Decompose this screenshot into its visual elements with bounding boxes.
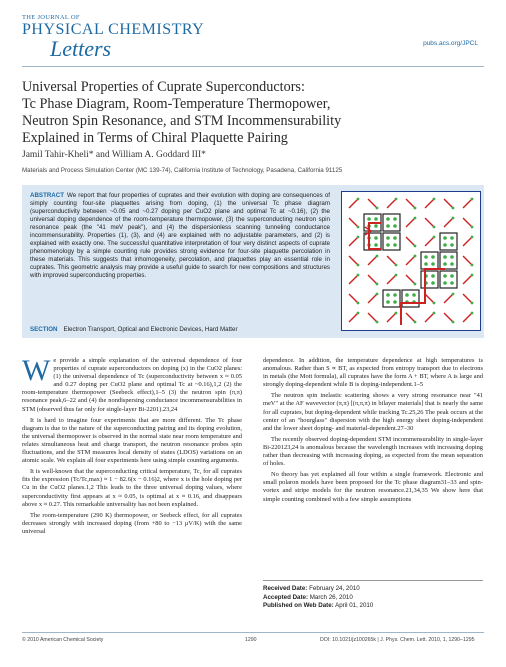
plaquette-site — [443, 281, 447, 285]
plaquette-site — [443, 255, 447, 259]
affiliation: Materials and Process Simulation Center (MC 139-74), California Institute of Technology, Pasadena, California 91125 — [22, 167, 343, 174]
spin-head — [357, 312, 360, 315]
published-label: Published on Web Date: — [263, 602, 334, 609]
plaquette-site — [431, 281, 435, 285]
spin-head — [433, 226, 436, 229]
plaquette-site — [450, 255, 454, 259]
body-paragraph: dependence. In addition, the temperature dependence at high temperatures is anomalous. Rather than S ∝ BT, as expected from entropy transport due to electrons in metals (the Mott formula), all cuprates have the form A + BT, where A is large and strongly doping-dependent while B is doping-independent.1–5 — [263, 357, 483, 389]
body-paragraph: It is well-known that the superconducting critical temperature, Tc, for all cuprates fits the expression (Tc/Tc,max) ≈ 1 − 82.6(x − 0.16)2, where x is the hole doping per Cu in the CuO2 planes.1,2 This leads to the three universal doping values, where superconductivity first appears at x ≈ 0.05, is optimal at x ≈ 0.16, and disappears above x ≈ 0.27. This remarkable universality has not been explained. — [22, 468, 242, 508]
spin-head — [395, 198, 398, 201]
journal-url-link[interactable]: pubs.acs.org/JPCL — [423, 40, 478, 47]
spin-head — [433, 236, 436, 239]
plaquette-site — [386, 224, 390, 228]
journal-letters: Letters — [50, 36, 112, 61]
received-date: February 24, 2010 — [309, 585, 360, 592]
spin-head — [433, 312, 436, 315]
plaquette-site — [431, 274, 435, 278]
body-paragraph: We provide a simple explanation of the universal dependence of four properties of cuprate superconductors on doping (x) in the CuO2 planes: (1) the universal dependence of Tc (superconductivity between x ≈ 0.05 and 0.27 doping per CuO2 plane and optimal Tc at ~0.16),1,2 (2) the room-temperature thermopower (Seebeck effect),1–5 (3) the neutron spin (π,π) resonance peak,6–22 and (4) the nondispersing conductance incommensurabilities in STM (observed thus far only for single-layer Bi-2201).23,24 — [22, 354, 242, 413]
plaquette-site — [386, 300, 390, 304]
spin-head — [395, 274, 398, 277]
plaquette-site — [393, 217, 397, 221]
spin-head — [471, 264, 474, 267]
dropcap-letter: W — [22, 354, 51, 387]
spin-head — [414, 217, 417, 220]
plaquette-site — [374, 224, 378, 228]
spin-head — [433, 302, 436, 305]
body-column-right — [263, 357, 483, 507]
plaquette-site — [374, 217, 378, 221]
toc-plaquette-figure — [341, 191, 481, 331]
spin-head — [471, 312, 474, 315]
plaquette-site — [443, 236, 447, 240]
spin-head — [357, 302, 360, 305]
plaquette-site — [393, 293, 397, 297]
spin-head — [357, 274, 360, 277]
plaquette-site — [450, 274, 454, 278]
spin-head — [471, 226, 474, 229]
footer-divider — [22, 632, 484, 633]
authors: Jamil Tahir-Kheli* and William A. Goddard III* — [22, 150, 206, 160]
spin-head — [357, 198, 360, 201]
received-label: Received Date: — [263, 585, 308, 592]
article-title — [22, 79, 484, 147]
plaquette-site — [374, 236, 378, 240]
journal-the-journal-of: THE JOURNAL OF — [22, 14, 80, 21]
plaquette-site — [443, 243, 447, 247]
spin-head — [357, 236, 360, 239]
body-paragraph: It is hard to imagine four experiments that are more different. The Tc phase diagram is due to the nature of the superconducting pairing and its doping evolution, the universal thermopower is observed in the normal state near room temperature and relates simultaneous heat and charge transport, the neutron resonance probes spin fluctuations, and the STM measures local density of states (LDOS) variations on an atomic scale. We explain all four experiments here using simple counting arguments. — [22, 416, 242, 465]
plaquette-site — [393, 243, 397, 247]
doi-link[interactable]: DOI: 10.1021/jz100265k | J. Phys. Chem. Lett. 2010, 1, 1290–1295 — [320, 637, 475, 643]
plaquette-site — [424, 255, 428, 259]
spin-head — [452, 293, 455, 296]
spin-head — [357, 264, 360, 267]
plaquette-site — [450, 281, 454, 285]
spin-head — [452, 321, 455, 324]
plaquette-site — [424, 262, 428, 266]
body-paragraph: No theory has yet explained all four within a single framework. Electronic and small polaron models have been proposed for the Tc phase diagram31–33 and spin-vortex and stripe models for the neutron resonance.21,34,35 We show here that simple counting combined with a few simple assumptions — [263, 471, 483, 503]
section-label: SECTION — [30, 326, 58, 333]
title-line-3: Neutron Spin Resonance, and STM Incommensurability — [22, 113, 342, 129]
published-date: April 01, 2010 — [335, 602, 374, 609]
body-paragraph: The recently observed doping-dependent STM incommensurability in single-layer Bi-220123,24 is anomalous because the wavelength increases with increasing doping rather than decreasing with increasing doping, as expected from the mean separation of holes. — [263, 435, 483, 468]
plaquette-site — [405, 293, 409, 297]
journal-name: PHYSICAL CHEMISTRY — [22, 21, 205, 38]
plaquette-site — [412, 293, 416, 297]
plaquette-site — [367, 217, 371, 221]
spin-head — [414, 245, 417, 248]
spin-head — [376, 255, 379, 258]
spin-head — [376, 207, 379, 210]
plaquette-site — [393, 300, 397, 304]
spin-head — [395, 312, 398, 315]
abstract-label: ABSTRACT — [30, 192, 65, 199]
plaquette-site — [386, 236, 390, 240]
plaquette-site — [450, 262, 454, 266]
plaquette-site — [393, 224, 397, 228]
spin-head — [414, 207, 417, 210]
plaquette-site — [443, 274, 447, 278]
spin-head — [414, 255, 417, 258]
title-line-4: Explained in Terms of Chiral Plaquette Pairing — [22, 130, 288, 146]
body-paragraph: The neutron spin inelastic scattering shows a very strong resonance near "41 meV" at the AF wavevector (π,π) [(π,π,π) in bilayer materials] that is nearly the same for all cuprates, but doping-dependent while tracking Tc.25,26 The peak occurs at the center of an "hourglass" dispersion with the high energy sheet doping-independent and the lower sheet doping- and material-dependent.27–30 — [263, 392, 483, 432]
title-line-1: Universal Properties of Cuprate Superconductors: — [22, 79, 305, 95]
spin-head — [395, 264, 398, 267]
plaquette-site — [386, 293, 390, 297]
header-divider — [22, 66, 484, 67]
spin-head — [452, 207, 455, 210]
plaquette-site — [374, 243, 378, 247]
spin-head — [376, 321, 379, 324]
spin-head — [471, 198, 474, 201]
plaquette-site — [450, 243, 454, 247]
spin-head — [414, 283, 417, 286]
section-line — [30, 326, 238, 333]
section-text: Electron Transport, Optical and Electronic Devices, Hard Matter — [63, 326, 238, 333]
accepted-label: Accepted Date: — [263, 593, 309, 601]
plaquette-site — [431, 255, 435, 259]
publication-dates — [263, 585, 483, 611]
accepted-date: March 26, 2010 — [309, 593, 353, 601]
abstract-body: We report that four properties of cuprates and their evolution with doping are consequences of simply counting four-site plaquettes arising from doping, (1) the universal Tc phase diagram (superconductivity between ~0.05 and ~0.27 doping per CuO2 plane and optimal Tc at ~0.16), (2) the universal doping dependence of the room-temperature thermopower, (3) the superconducting neutron spin resonance peak (the "41 meV peak"), and (4) the dispersionless scanning tunneling conductance incommensurability. Properties (1), (3), and (4) are explained with no adjustable parameters, and (2) is explained with exactly one. The successful quantitative interpretation of four very distinct aspects of cuprate phenomenology by a simple counting rule provides strong evidence for four-site plaquette percolation in these materials. This suggests that inhomogeneity, percolation, and plaquettes play an essential role in cuprates. This geometric analysis may provide a useful guide to search for new compositions and structures with improved superconducting properties. — [30, 192, 330, 280]
spin-head — [433, 198, 436, 201]
spin-head — [376, 283, 379, 286]
body-paragraph: The room-temperature (290 K) thermopower, or Seebeck effect, for all cuprates decreases strongly with increased doping (from +80 to −13 μV/K) with the same universal — [22, 511, 242, 535]
plaquette-site — [386, 217, 390, 221]
spin-head — [471, 236, 474, 239]
spin-head — [471, 274, 474, 277]
abstract — [30, 192, 330, 281]
body-column-left — [22, 354, 242, 539]
spin-head — [376, 293, 379, 296]
spin-head — [471, 302, 474, 305]
spin-head — [357, 226, 360, 229]
plaquette-site — [393, 236, 397, 240]
plaquette-site — [450, 236, 454, 240]
plaquette-site — [386, 243, 390, 247]
plaquette-site — [431, 262, 435, 266]
spin-head — [414, 321, 417, 324]
dates-divider — [263, 580, 483, 581]
spin-head — [452, 217, 455, 220]
page-number: 1290 — [245, 637, 257, 643]
title-line-2: Tc Phase Diagram, Room-Temperature Thermopower, — [22, 96, 331, 112]
copyright: © 2010 American Chemical Society — [22, 637, 104, 643]
plaquette-site — [443, 262, 447, 266]
